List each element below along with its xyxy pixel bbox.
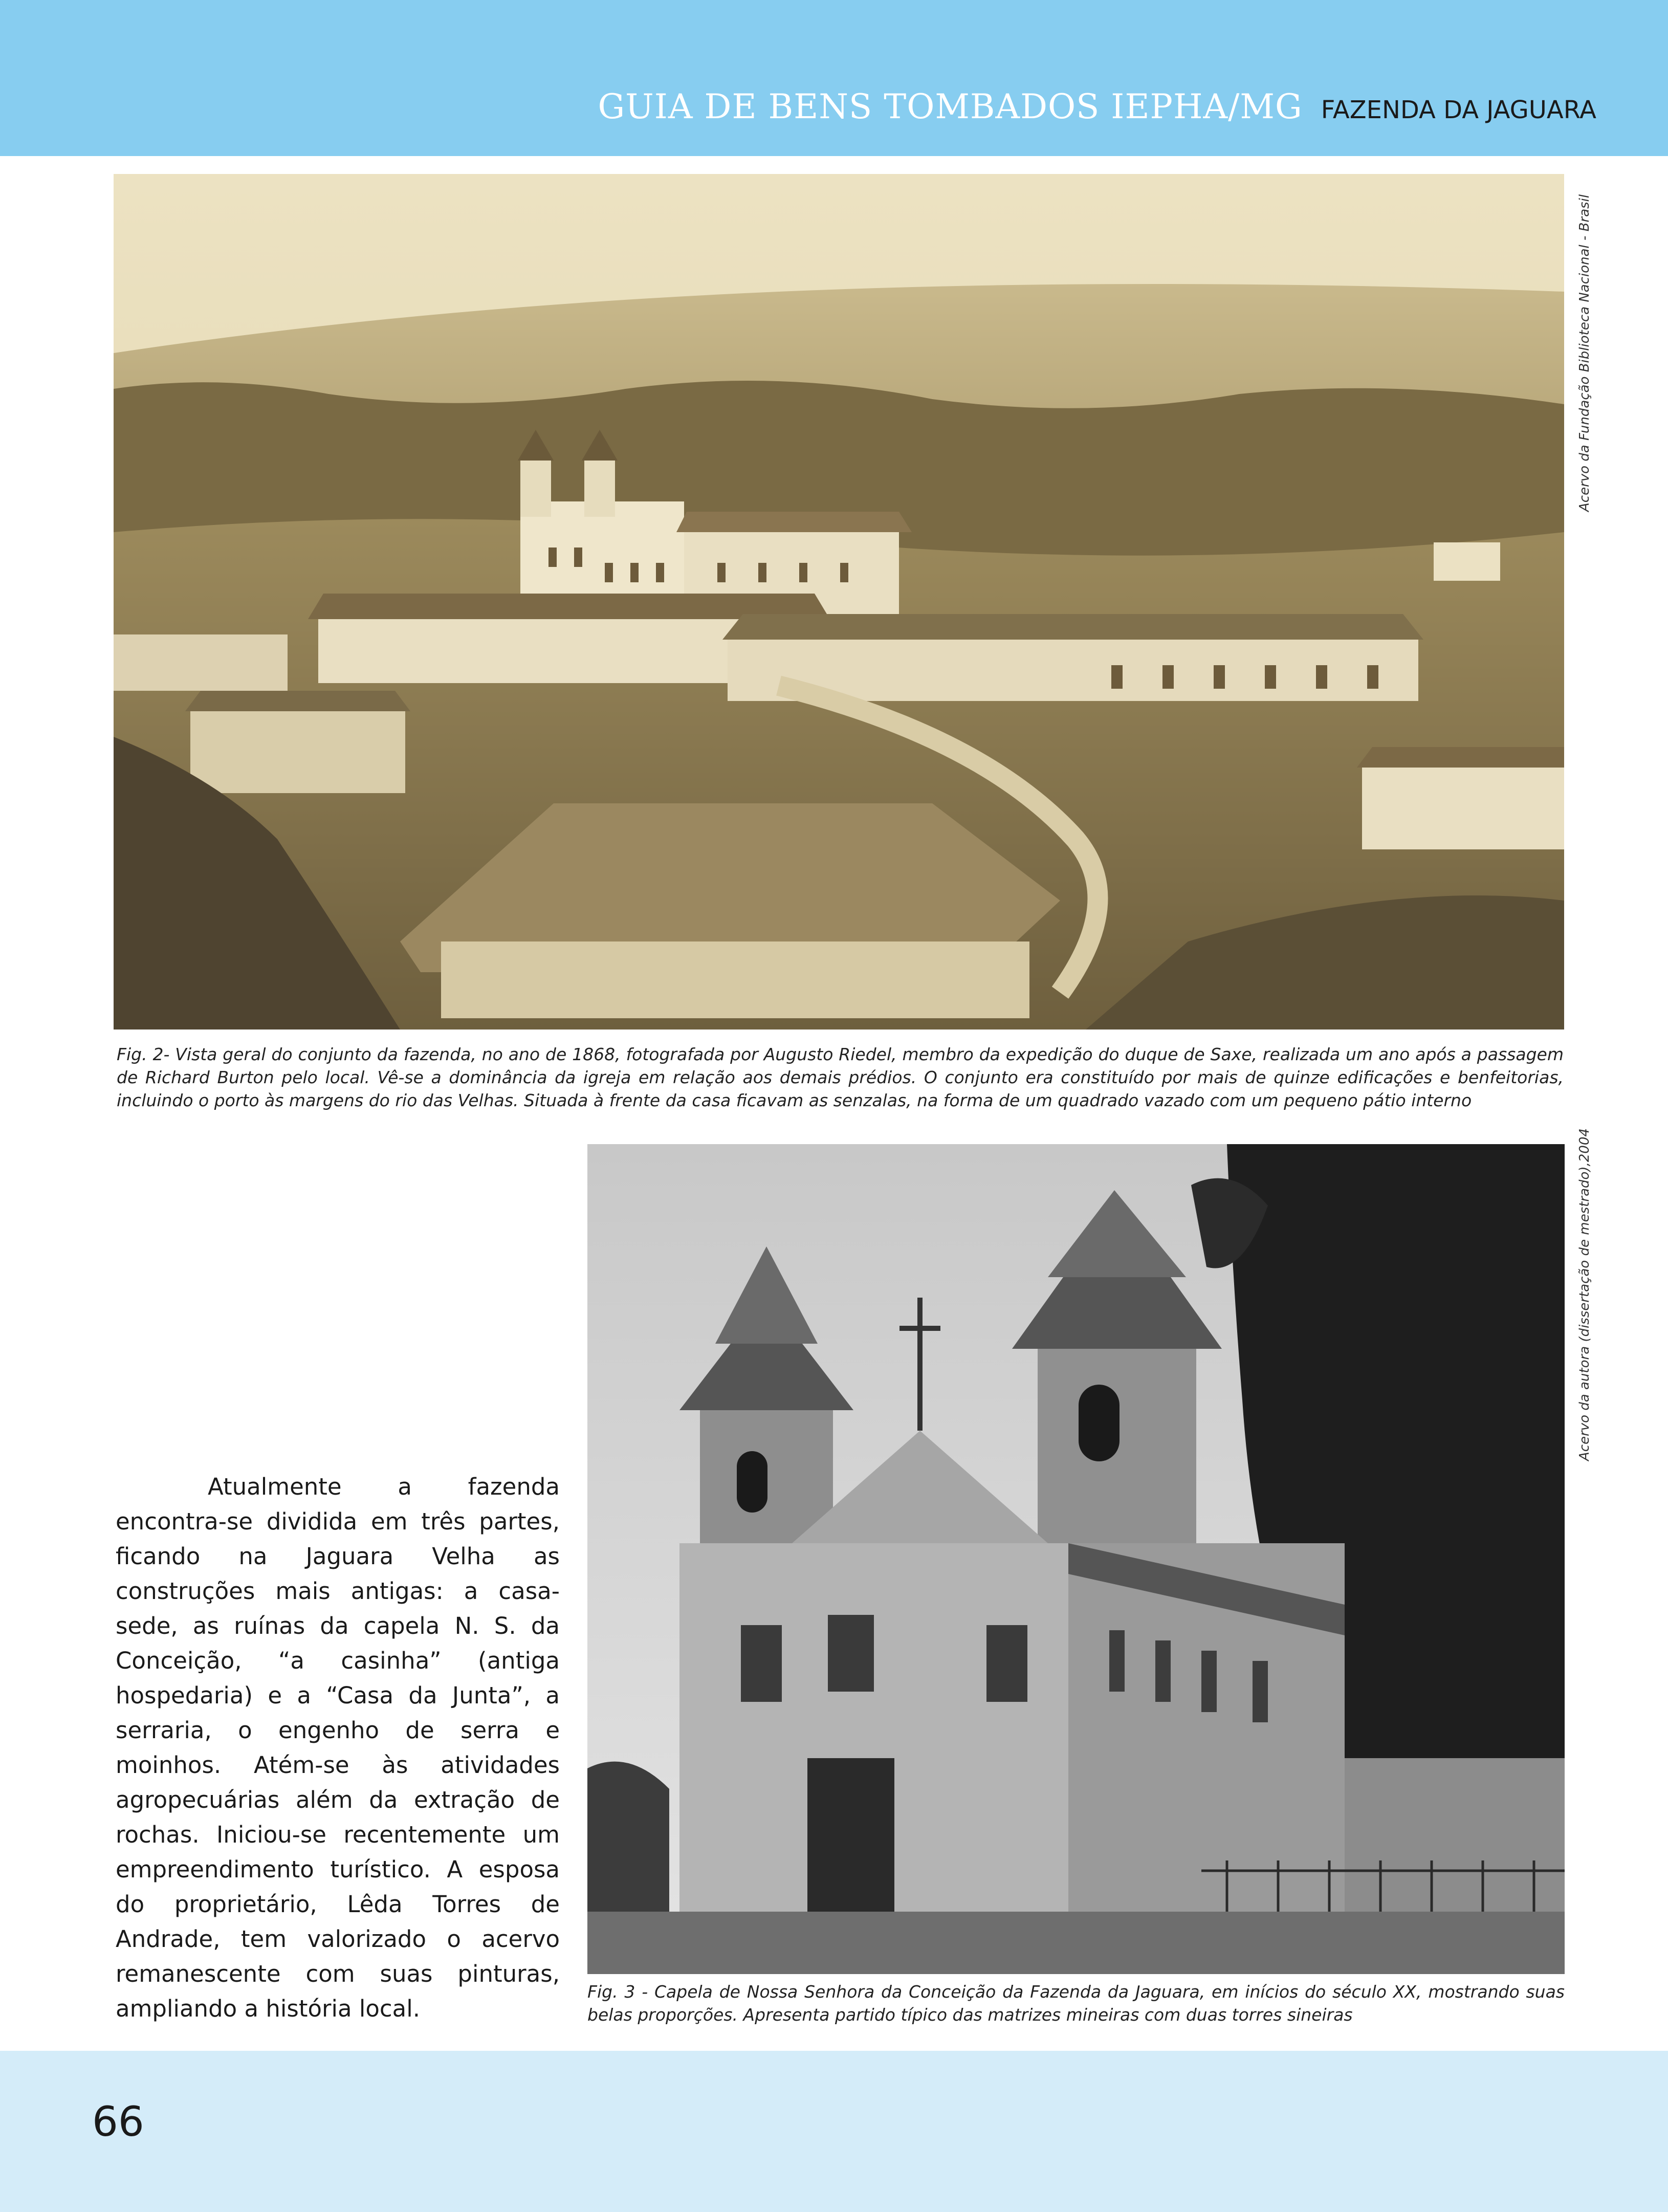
figure-2-caption: Fig. 2- Vista geral do conjunto da fazenda, no ano de 1868, fotografada por Augusto Riedel, membro da expedição do duque de Saxe, realizada um ano após a passagem de Richard Burton pelo local. Vê-se a dominância da igreja em relação aos demais prédios. O conjunto era constituído por mais de quinze edificações e benfeitorias, incluindo o porto às margens do rio das Velhas. Situada à frente da casa ficavam as senzalas, na forma de um quadrado vazado com um pequeno pátio interno bbox=[117, 1044, 1564, 1110]
guide-title: GUIA DE BENS TOMBADOS IEPHA/MG bbox=[598, 87, 1303, 126]
figure-3-credit: Acervo da autora (dissertação de mestrado),2004 bbox=[1577, 1128, 1592, 1461]
body-paragraph: Atualmente a fazenda encontra-se dividida em três partes, ficando na Jaguara Velha as construções mais antigas: a casa-sede, as ruínas da capela N. S. da Conceição, “a casinha” (antiga hospedaria) e a “Casa da Junta”, a serraria, o engenho de serra e moinhos. Atém-se às atividades agropecuárias além da extração de rochas. Iniciou-se recentemente um empreendimento turístico. A esposa do proprietário, Lêda Torres de Andrade, tem valorizado o acervo remanescente com suas pinturas, ampliando a história local. bbox=[116, 1473, 560, 2022]
footer-band bbox=[0, 2051, 1668, 2212]
figure-2-credit: Acervo da Fundação Biblioteca Nacional - Brasil bbox=[1577, 194, 1592, 512]
header-title bbox=[598, 87, 1596, 126]
page-number: 66 bbox=[92, 2098, 144, 2145]
figure-3-photo bbox=[587, 1144, 1565, 1974]
figure-2-photo bbox=[114, 174, 1564, 1030]
section-title: FAZENDA DA JAGUARA bbox=[1321, 96, 1596, 124]
header-band bbox=[0, 0, 1668, 156]
figure-3-caption: Fig. 3 - Capela de Nossa Senhora da Conceição da Fazenda da Jaguara, em inícios do século XX, mostrando suas belas proporções. Apresenta partido típico das matrizes mineiras com duas torres sineiras bbox=[587, 1982, 1565, 2025]
